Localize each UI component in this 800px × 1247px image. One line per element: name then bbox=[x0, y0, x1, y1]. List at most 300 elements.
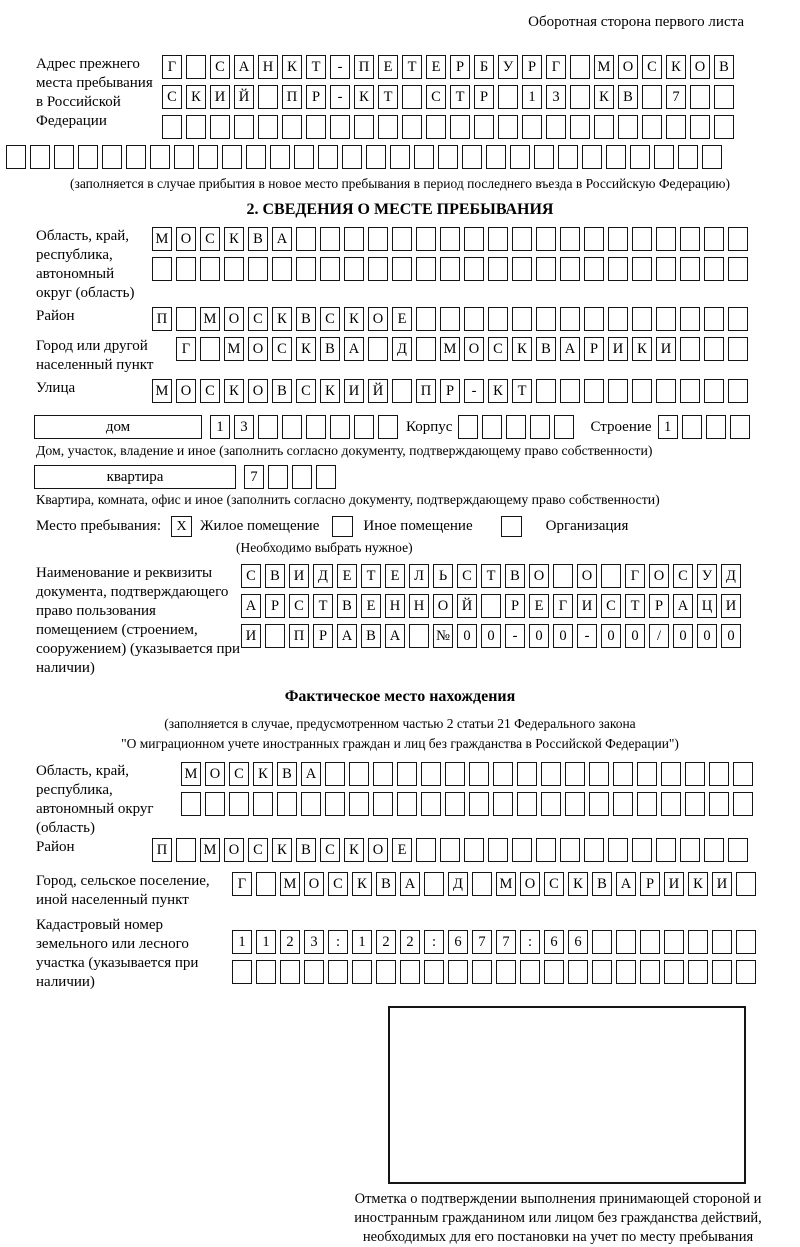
char-cell[interactable]: А bbox=[241, 594, 261, 618]
char-cell[interactable] bbox=[205, 792, 225, 816]
char-cell[interactable]: Е bbox=[392, 838, 412, 862]
char-cell[interactable] bbox=[352, 960, 372, 984]
char-cell[interactable]: Н bbox=[409, 594, 429, 618]
char-cell[interactable]: Г bbox=[546, 55, 566, 79]
char-cell[interactable] bbox=[200, 257, 220, 281]
char-cell[interactable]: С bbox=[272, 337, 292, 361]
char-cell[interactable] bbox=[320, 257, 340, 281]
char-cell[interactable] bbox=[736, 930, 756, 954]
char-cell[interactable]: К bbox=[666, 55, 686, 79]
char-cell[interactable] bbox=[704, 257, 724, 281]
char-cell[interactable]: К bbox=[488, 379, 508, 403]
char-cell[interactable]: Г bbox=[162, 55, 182, 79]
char-cell[interactable] bbox=[265, 624, 285, 648]
char-cell[interactable] bbox=[325, 792, 345, 816]
char-cell[interactable]: Е bbox=[426, 55, 446, 79]
char-cell[interactable] bbox=[728, 337, 748, 361]
char-cell[interactable]: 0 bbox=[673, 624, 693, 648]
char-cell[interactable] bbox=[640, 930, 660, 954]
char-cell[interactable]: 6 bbox=[448, 930, 468, 954]
char-cell[interactable] bbox=[482, 415, 502, 439]
char-cell[interactable] bbox=[392, 257, 412, 281]
char-cell[interactable] bbox=[176, 307, 196, 331]
char-cell[interactable] bbox=[570, 55, 590, 79]
char-cell[interactable]: К bbox=[512, 337, 532, 361]
char-cell[interactable]: К bbox=[186, 85, 206, 109]
char-cell[interactable] bbox=[570, 85, 590, 109]
char-cell[interactable] bbox=[582, 145, 602, 169]
char-cell[interactable]: И bbox=[241, 624, 261, 648]
char-cell[interactable] bbox=[728, 838, 748, 862]
char-cell[interactable] bbox=[554, 415, 574, 439]
char-cell[interactable] bbox=[664, 930, 684, 954]
char-cell[interactable] bbox=[344, 257, 364, 281]
char-cell[interactable] bbox=[400, 960, 420, 984]
char-cell[interactable]: Р bbox=[440, 379, 460, 403]
char-cell[interactable] bbox=[666, 115, 686, 139]
char-cell[interactable]: О bbox=[176, 379, 196, 403]
char-cell[interactable] bbox=[565, 762, 585, 786]
char-cell[interactable]: - bbox=[330, 85, 350, 109]
char-cell[interactable]: С bbox=[229, 762, 249, 786]
char-cell[interactable]: П bbox=[282, 85, 302, 109]
char-cell[interactable] bbox=[680, 227, 700, 251]
char-cell[interactable] bbox=[294, 145, 314, 169]
char-cell[interactable] bbox=[736, 960, 756, 984]
char-cell[interactable]: И bbox=[289, 564, 309, 588]
char-cell[interactable]: С bbox=[296, 379, 316, 403]
char-cell[interactable] bbox=[320, 227, 340, 251]
char-cell[interactable] bbox=[702, 145, 722, 169]
char-cell[interactable]: Т bbox=[402, 55, 422, 79]
char-cell[interactable] bbox=[292, 465, 312, 489]
char-cell[interactable] bbox=[445, 792, 465, 816]
char-cell[interactable] bbox=[328, 960, 348, 984]
char-cell[interactable]: В bbox=[272, 379, 292, 403]
char-cell[interactable] bbox=[712, 960, 732, 984]
char-cell[interactable]: О bbox=[577, 564, 597, 588]
char-cell[interactable] bbox=[560, 379, 580, 403]
char-cell[interactable] bbox=[688, 960, 708, 984]
char-cell[interactable]: О bbox=[618, 55, 638, 79]
char-cell[interactable]: Е bbox=[361, 594, 381, 618]
char-cell[interactable]: 0 bbox=[721, 624, 741, 648]
char-cell[interactable] bbox=[608, 307, 628, 331]
char-cell[interactable]: С bbox=[320, 307, 340, 331]
char-cell[interactable] bbox=[517, 792, 537, 816]
char-cell[interactable] bbox=[296, 257, 316, 281]
char-cell[interactable]: Т bbox=[313, 594, 333, 618]
char-cell[interactable] bbox=[150, 145, 170, 169]
char-cell[interactable] bbox=[656, 227, 676, 251]
char-cell[interactable] bbox=[733, 762, 753, 786]
char-cell[interactable]: 0 bbox=[625, 624, 645, 648]
char-cell[interactable] bbox=[481, 594, 501, 618]
char-cell[interactable] bbox=[306, 415, 326, 439]
char-cell[interactable]: О bbox=[248, 337, 268, 361]
char-cell[interactable] bbox=[248, 257, 268, 281]
char-cell[interactable]: В bbox=[592, 872, 612, 896]
char-cell[interactable]: Ь bbox=[433, 564, 453, 588]
char-cell[interactable]: Р bbox=[505, 594, 525, 618]
char-cell[interactable]: К bbox=[253, 762, 273, 786]
char-cell[interactable]: Е bbox=[337, 564, 357, 588]
char-cell[interactable]: - bbox=[505, 624, 525, 648]
char-cell[interactable] bbox=[498, 115, 518, 139]
char-cell[interactable]: 1 bbox=[232, 930, 252, 954]
char-cell[interactable] bbox=[448, 960, 468, 984]
char-cell[interactable] bbox=[553, 564, 573, 588]
char-cell[interactable] bbox=[682, 415, 702, 439]
char-cell[interactable] bbox=[186, 55, 206, 79]
char-cell[interactable] bbox=[630, 145, 650, 169]
char-cell[interactable] bbox=[426, 115, 446, 139]
char-cell[interactable] bbox=[54, 145, 74, 169]
char-cell[interactable] bbox=[330, 415, 350, 439]
char-cell[interactable]: М bbox=[152, 379, 172, 403]
char-cell[interactable] bbox=[632, 227, 652, 251]
char-cell[interactable]: П bbox=[152, 307, 172, 331]
char-cell[interactable] bbox=[325, 762, 345, 786]
char-cell[interactable]: В bbox=[505, 564, 525, 588]
char-cell[interactable]: 0 bbox=[481, 624, 501, 648]
char-cell[interactable] bbox=[584, 257, 604, 281]
char-cell[interactable]: 0 bbox=[529, 624, 549, 648]
char-cell[interactable] bbox=[368, 227, 388, 251]
char-cell[interactable] bbox=[512, 227, 532, 251]
char-cell[interactable] bbox=[512, 307, 532, 331]
char-cell[interactable]: О bbox=[649, 564, 669, 588]
char-cell[interactable]: Г bbox=[625, 564, 645, 588]
char-cell[interactable]: Т bbox=[361, 564, 381, 588]
char-cell[interactable] bbox=[416, 307, 436, 331]
char-cell[interactable] bbox=[656, 307, 676, 331]
char-cell[interactable] bbox=[589, 762, 609, 786]
char-cell[interactable]: 0 bbox=[457, 624, 477, 648]
char-cell[interactable]: № bbox=[433, 624, 453, 648]
char-cell[interactable] bbox=[445, 762, 465, 786]
char-cell[interactable] bbox=[616, 960, 636, 984]
char-cell[interactable]: В bbox=[714, 55, 734, 79]
char-cell[interactable]: О bbox=[368, 838, 388, 862]
char-cell[interactable]: В bbox=[248, 227, 268, 251]
char-cell[interactable]: С bbox=[642, 55, 662, 79]
char-cell[interactable] bbox=[512, 257, 532, 281]
char-cell[interactable]: 1 bbox=[522, 85, 542, 109]
char-cell[interactable] bbox=[618, 115, 638, 139]
char-cell[interactable]: 1 bbox=[256, 930, 276, 954]
char-cell[interactable]: 2 bbox=[280, 930, 300, 954]
char-cell[interactable] bbox=[632, 257, 652, 281]
char-cell[interactable] bbox=[438, 145, 458, 169]
char-cell[interactable] bbox=[584, 379, 604, 403]
char-cell[interactable] bbox=[378, 415, 398, 439]
char-cell[interactable]: : bbox=[424, 930, 444, 954]
char-cell[interactable]: С bbox=[457, 564, 477, 588]
char-cell[interactable] bbox=[714, 85, 734, 109]
char-cell[interactable] bbox=[488, 307, 508, 331]
char-cell[interactable]: 7 bbox=[472, 930, 492, 954]
char-cell[interactable]: О bbox=[224, 838, 244, 862]
char-cell[interactable]: 1 bbox=[352, 930, 372, 954]
char-cell[interactable]: И bbox=[210, 85, 230, 109]
char-cell[interactable] bbox=[416, 838, 436, 862]
char-cell[interactable]: И bbox=[577, 594, 597, 618]
char-cell[interactable] bbox=[534, 145, 554, 169]
char-cell[interactable]: И bbox=[721, 594, 741, 618]
char-cell[interactable]: С bbox=[320, 838, 340, 862]
char-cell[interactable] bbox=[690, 115, 710, 139]
char-cell[interactable]: - bbox=[577, 624, 597, 648]
char-cell[interactable]: М bbox=[594, 55, 614, 79]
char-cell[interactable] bbox=[536, 307, 556, 331]
char-cell[interactable] bbox=[268, 465, 288, 489]
char-cell[interactable] bbox=[714, 115, 734, 139]
char-cell[interactable]: К bbox=[688, 872, 708, 896]
char-cell[interactable] bbox=[330, 115, 350, 139]
char-cell[interactable] bbox=[440, 307, 460, 331]
char-cell[interactable] bbox=[685, 792, 705, 816]
char-cell[interactable]: О bbox=[304, 872, 324, 896]
char-cell[interactable] bbox=[200, 337, 220, 361]
char-cell[interactable] bbox=[486, 145, 506, 169]
char-cell[interactable] bbox=[661, 762, 681, 786]
char-cell[interactable]: А bbox=[560, 337, 580, 361]
char-cell[interactable]: С bbox=[210, 55, 230, 79]
char-cell[interactable]: Т bbox=[481, 564, 501, 588]
char-cell[interactable] bbox=[416, 257, 436, 281]
char-cell[interactable]: О bbox=[464, 337, 484, 361]
char-cell[interactable] bbox=[392, 227, 412, 251]
char-cell[interactable]: В bbox=[337, 594, 357, 618]
char-cell[interactable]: А bbox=[337, 624, 357, 648]
char-cell[interactable] bbox=[656, 838, 676, 862]
char-cell[interactable]: А bbox=[616, 872, 636, 896]
char-cell[interactable] bbox=[368, 257, 388, 281]
char-cell[interactable]: В bbox=[361, 624, 381, 648]
char-cell[interactable] bbox=[709, 792, 729, 816]
char-cell[interactable] bbox=[678, 145, 698, 169]
char-cell[interactable]: К bbox=[344, 307, 364, 331]
char-cell[interactable] bbox=[78, 145, 98, 169]
char-cell[interactable] bbox=[342, 145, 362, 169]
char-cell[interactable] bbox=[510, 145, 530, 169]
char-cell[interactable]: Е bbox=[385, 564, 405, 588]
char-cell[interactable]: В bbox=[376, 872, 396, 896]
char-cell[interactable] bbox=[464, 257, 484, 281]
char-cell[interactable] bbox=[30, 145, 50, 169]
char-cell[interactable]: С bbox=[248, 838, 268, 862]
char-cell[interactable]: С bbox=[248, 307, 268, 331]
char-cell[interactable] bbox=[704, 227, 724, 251]
char-cell[interactable]: Р bbox=[265, 594, 285, 618]
char-cell[interactable]: Т bbox=[512, 379, 532, 403]
char-cell[interactable] bbox=[728, 257, 748, 281]
char-cell[interactable] bbox=[637, 792, 657, 816]
char-cell[interactable] bbox=[440, 257, 460, 281]
char-cell[interactable]: М bbox=[224, 337, 244, 361]
char-cell[interactable] bbox=[560, 227, 580, 251]
char-cell[interactable]: 7 bbox=[244, 465, 264, 489]
char-cell[interactable]: 2 bbox=[400, 930, 420, 954]
char-cell[interactable]: Е bbox=[392, 307, 412, 331]
char-cell[interactable] bbox=[613, 792, 633, 816]
char-cell[interactable]: О bbox=[176, 227, 196, 251]
char-cell[interactable]: 6 bbox=[544, 930, 564, 954]
char-cell[interactable] bbox=[656, 257, 676, 281]
char-cell[interactable] bbox=[704, 379, 724, 403]
char-cell[interactable]: Р bbox=[306, 85, 326, 109]
char-cell[interactable] bbox=[258, 85, 278, 109]
char-cell[interactable]: А bbox=[344, 337, 364, 361]
char-cell[interactable] bbox=[584, 838, 604, 862]
char-cell[interactable]: Д bbox=[313, 564, 333, 588]
char-cell[interactable]: Г bbox=[232, 872, 252, 896]
char-cell[interactable] bbox=[656, 379, 676, 403]
char-cell[interactable]: Й bbox=[234, 85, 254, 109]
char-cell[interactable] bbox=[373, 762, 393, 786]
char-cell[interactable] bbox=[728, 227, 748, 251]
checkbox-organization[interactable] bbox=[501, 516, 522, 537]
char-cell[interactable]: К bbox=[352, 872, 372, 896]
char-cell[interactable] bbox=[520, 960, 540, 984]
char-cell[interactable]: В bbox=[296, 307, 316, 331]
char-cell[interactable]: Р bbox=[313, 624, 333, 648]
char-cell[interactable]: М bbox=[496, 872, 516, 896]
char-cell[interactable] bbox=[488, 838, 508, 862]
char-cell[interactable]: И bbox=[664, 872, 684, 896]
char-cell[interactable] bbox=[152, 257, 172, 281]
char-cell[interactable]: В bbox=[320, 337, 340, 361]
char-cell[interactable] bbox=[472, 872, 492, 896]
char-cell[interactable] bbox=[258, 415, 278, 439]
char-cell[interactable] bbox=[270, 145, 290, 169]
char-cell[interactable] bbox=[440, 227, 460, 251]
char-cell[interactable] bbox=[409, 624, 429, 648]
char-cell[interactable]: - bbox=[464, 379, 484, 403]
char-cell[interactable] bbox=[728, 379, 748, 403]
char-cell[interactable] bbox=[378, 115, 398, 139]
char-cell[interactable] bbox=[301, 792, 321, 816]
char-cell[interactable] bbox=[512, 838, 532, 862]
char-cell[interactable] bbox=[594, 115, 614, 139]
char-cell[interactable]: С bbox=[241, 564, 261, 588]
char-cell[interactable] bbox=[568, 960, 588, 984]
char-cell[interactable]: С bbox=[162, 85, 182, 109]
char-cell[interactable] bbox=[402, 115, 422, 139]
char-cell[interactable]: П bbox=[289, 624, 309, 648]
char-cell[interactable] bbox=[282, 115, 302, 139]
char-cell[interactable] bbox=[464, 307, 484, 331]
char-cell[interactable]: Г bbox=[176, 337, 196, 361]
char-cell[interactable] bbox=[176, 838, 196, 862]
char-cell[interactable] bbox=[733, 792, 753, 816]
char-cell[interactable]: Д bbox=[392, 337, 412, 361]
char-cell[interactable]: О bbox=[224, 307, 244, 331]
char-cell[interactable] bbox=[654, 145, 674, 169]
char-cell[interactable] bbox=[402, 85, 422, 109]
char-cell[interactable] bbox=[229, 792, 249, 816]
char-cell[interactable] bbox=[592, 930, 612, 954]
char-cell[interactable] bbox=[706, 415, 726, 439]
char-cell[interactable] bbox=[462, 145, 482, 169]
char-cell[interactable]: С bbox=[289, 594, 309, 618]
char-cell[interactable]: Т bbox=[625, 594, 645, 618]
char-cell[interactable]: П bbox=[416, 379, 436, 403]
char-cell[interactable] bbox=[560, 257, 580, 281]
char-cell[interactable] bbox=[344, 227, 364, 251]
char-cell[interactable] bbox=[390, 145, 410, 169]
char-cell[interactable] bbox=[680, 337, 700, 361]
char-cell[interactable] bbox=[536, 379, 556, 403]
char-cell[interactable]: К bbox=[632, 337, 652, 361]
char-cell[interactable] bbox=[536, 257, 556, 281]
char-cell[interactable]: Н bbox=[385, 594, 405, 618]
char-cell[interactable] bbox=[464, 227, 484, 251]
char-cell[interactable]: И bbox=[656, 337, 676, 361]
char-cell[interactable] bbox=[688, 930, 708, 954]
char-cell[interactable] bbox=[306, 115, 326, 139]
char-cell[interactable] bbox=[608, 227, 628, 251]
char-cell[interactable] bbox=[424, 960, 444, 984]
char-cell[interactable] bbox=[176, 257, 196, 281]
char-cell[interactable] bbox=[222, 145, 242, 169]
char-cell[interactable]: В bbox=[265, 564, 285, 588]
char-cell[interactable]: Л bbox=[409, 564, 429, 588]
char-cell[interactable] bbox=[318, 145, 338, 169]
char-cell[interactable]: В bbox=[618, 85, 638, 109]
char-cell[interactable]: К bbox=[282, 55, 302, 79]
char-cell[interactable]: 6 bbox=[568, 930, 588, 954]
char-cell[interactable]: Р bbox=[522, 55, 542, 79]
char-cell[interactable] bbox=[664, 960, 684, 984]
char-cell[interactable] bbox=[584, 227, 604, 251]
char-cell[interactable]: И bbox=[608, 337, 628, 361]
char-cell[interactable] bbox=[608, 257, 628, 281]
char-cell[interactable] bbox=[366, 145, 386, 169]
char-cell[interactable]: О bbox=[248, 379, 268, 403]
char-cell[interactable]: 3 bbox=[546, 85, 566, 109]
char-cell[interactable] bbox=[736, 872, 756, 896]
char-cell[interactable]: Н bbox=[258, 55, 278, 79]
char-cell[interactable]: Й bbox=[368, 379, 388, 403]
char-cell[interactable]: С bbox=[601, 594, 621, 618]
char-cell[interactable]: 7 bbox=[496, 930, 516, 954]
char-cell[interactable] bbox=[414, 145, 434, 169]
char-cell[interactable] bbox=[637, 762, 657, 786]
char-cell[interactable] bbox=[272, 257, 292, 281]
char-cell[interactable] bbox=[493, 792, 513, 816]
checkbox-residential[interactable]: X bbox=[171, 516, 192, 537]
char-cell[interactable] bbox=[498, 85, 518, 109]
char-cell[interactable]: К bbox=[272, 838, 292, 862]
char-cell[interactable] bbox=[376, 960, 396, 984]
char-cell[interactable] bbox=[632, 838, 652, 862]
char-cell[interactable] bbox=[632, 307, 652, 331]
char-cell[interactable]: С bbox=[200, 379, 220, 403]
char-cell[interactable] bbox=[680, 838, 700, 862]
char-cell[interactable] bbox=[416, 227, 436, 251]
char-cell[interactable]: 1 bbox=[658, 415, 678, 439]
char-cell[interactable] bbox=[712, 930, 732, 954]
char-cell[interactable]: 0 bbox=[553, 624, 573, 648]
char-cell[interactable] bbox=[373, 792, 393, 816]
char-cell[interactable] bbox=[730, 415, 750, 439]
char-cell[interactable]: О bbox=[433, 594, 453, 618]
char-cell[interactable]: В bbox=[536, 337, 556, 361]
char-cell[interactable]: В bbox=[296, 838, 316, 862]
char-cell[interactable]: : bbox=[520, 930, 540, 954]
